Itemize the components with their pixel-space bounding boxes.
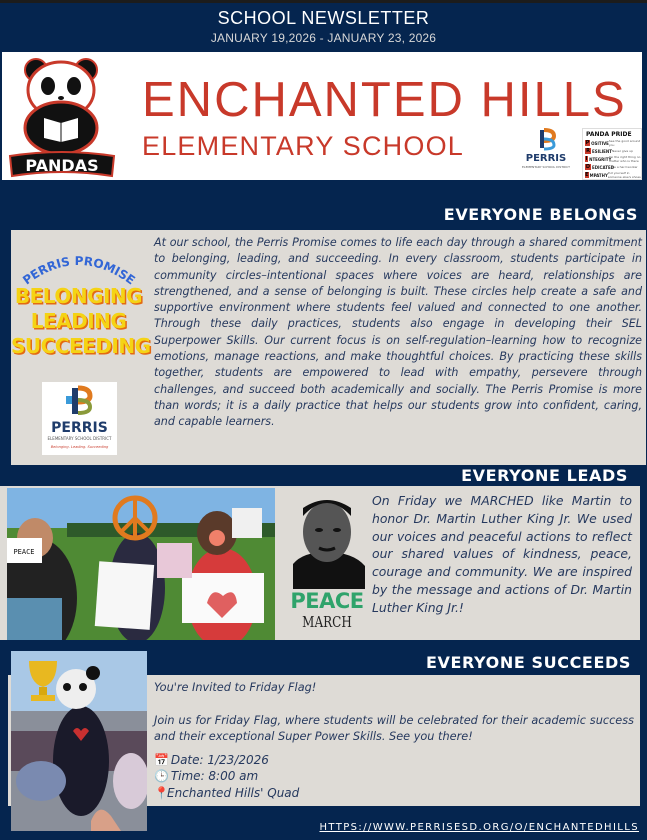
school-banner <box>2 52 642 180</box>
school-website-link[interactable]: HTTPS://WWW.PERRISESD.ORG/O/ENCHANTEDHILLS <box>319 822 639 833</box>
panda-mascot-photo <box>11 651 147 831</box>
peace-word: PEACE <box>290 589 364 613</box>
peace-march-photo <box>7 488 275 640</box>
pride-row: E MPATHY Put yourself in someone else's shoes <box>585 171 641 179</box>
perris-district-logo <box>42 382 117 455</box>
svg-text:ELEMENTARY SCHOOL DISTRICT: ELEMENTARY SCHOOL DISTRICT <box>47 436 112 441</box>
event-location: 📍Enchanted Hills' Quad <box>154 785 300 800</box>
calendar-icon: 📅 <box>154 752 169 767</box>
svg-text:PERRIS: PERRIS <box>51 420 108 436</box>
school-name-line2: ELEMENTARY SCHOOL <box>142 131 464 161</box>
leads-panel <box>0 486 640 640</box>
panda-mascot-logo <box>6 56 118 178</box>
section-heading-belongs: EVERYONE BELONGS <box>443 205 638 224</box>
svg-text:PERRIS: PERRIS <box>525 153 567 164</box>
invite-text: You're Invited to Friday Flag! <box>154 681 317 694</box>
svg-text:ELEMENTARY SCHOOL DISTRICT: ELEMENTARY SCHOOL DISTRICT <box>522 165 570 169</box>
pride-row: P OSITIVE See the good around you <box>585 139 641 147</box>
belongs-body-text: At our school, the Perris Promise comes to life each day through a shared commitment to belonging, leading, and succeeding. In every classroom, students participate in community circles–intentional spaces where voices are heard, relationships are strengthened, and a sense of belonging is built. These circles help create a safe and supportive environment where students feel valued and connected to one another. Through these daily practices, students also engage in developing their SEL Superpower Skills. Our current focus is on self-regulation–learning how to recognize emotions, manage reactions, and make thoughtful choices. By practicing these skills together, students are empowered to lead with empathy, persevere through challenges, and succeed both academically and socially. The Perris Promise is more than words; it is a daily practice that helps our students grow into confident, caring, and capable learners. <box>154 236 642 429</box>
newsletter-header <box>0 6 647 46</box>
pride-row: I NTEGRITY Do the right thing no matter who is there <box>585 155 641 163</box>
event-time: 🕒 Time: 8:00 am <box>154 769 259 783</box>
location-pin-icon: 📍 <box>154 785 169 800</box>
svg-text:PERRIS PROMISE: PERRIS PROMISE <box>20 253 138 288</box>
svg-text:PANDAS: PANDAS <box>25 156 99 175</box>
friday-flag-text: Join us for Friday Flag, where students will be celebrated for their academic success and their exceptional Super Power Skills. See you there! <box>154 713 634 743</box>
svg-text:Belonging. Leading. Succeeding: Belonging. Leading. Succeeding <box>50 445 109 449</box>
top-strip <box>0 0 647 3</box>
perris-promise-graphic <box>11 248 151 378</box>
belongs-panel <box>11 230 646 465</box>
school-name-line1: ENCHANTED HILLS <box>142 73 627 127</box>
pride-row: D EDICATED Be a hard worker <box>585 164 638 170</box>
perris-district-logo-small <box>520 128 572 178</box>
promise-words: BELONGING LEADING SUCCEEDING <box>11 284 151 358</box>
leads-body-text: On Friday we MARCHED like Martin to honor Dr. Martin Luther King Jr. We used our voices and peaceful actions to reflect our shared values of kindness, peace, courage and community. We are inspired by the message and actions of Dr. Martin Luther King Jr.! <box>372 493 632 615</box>
perris-promise-arc <box>11 248 146 288</box>
clock-icon: 🕒 <box>154 769 169 783</box>
march-word: MARCH <box>302 613 352 631</box>
newsletter-title: SCHOOL NEWSLETTER <box>217 8 430 28</box>
panda-pride-chart <box>582 128 642 180</box>
svg-text:PEACE: PEACE <box>13 548 35 556</box>
pride-row: R ESILIENT Never give up <box>586 148 634 154</box>
newsletter-dates: JANUARY 19,2026 - JANUARY 23, 2026 <box>210 31 437 45</box>
section-heading-succeeds: EVERYONE SUCCEEDS <box>425 653 631 672</box>
panda-pride-title: PANDA PRIDE <box>586 131 632 138</box>
section-heading-leads: EVERYONE LEADS <box>461 466 628 485</box>
succeeds-body <box>154 680 634 801</box>
event-date: 📅 Date: 1/23/2026 <box>154 752 269 767</box>
event-details <box>154 752 634 802</box>
mlk-portrait <box>283 494 370 589</box>
